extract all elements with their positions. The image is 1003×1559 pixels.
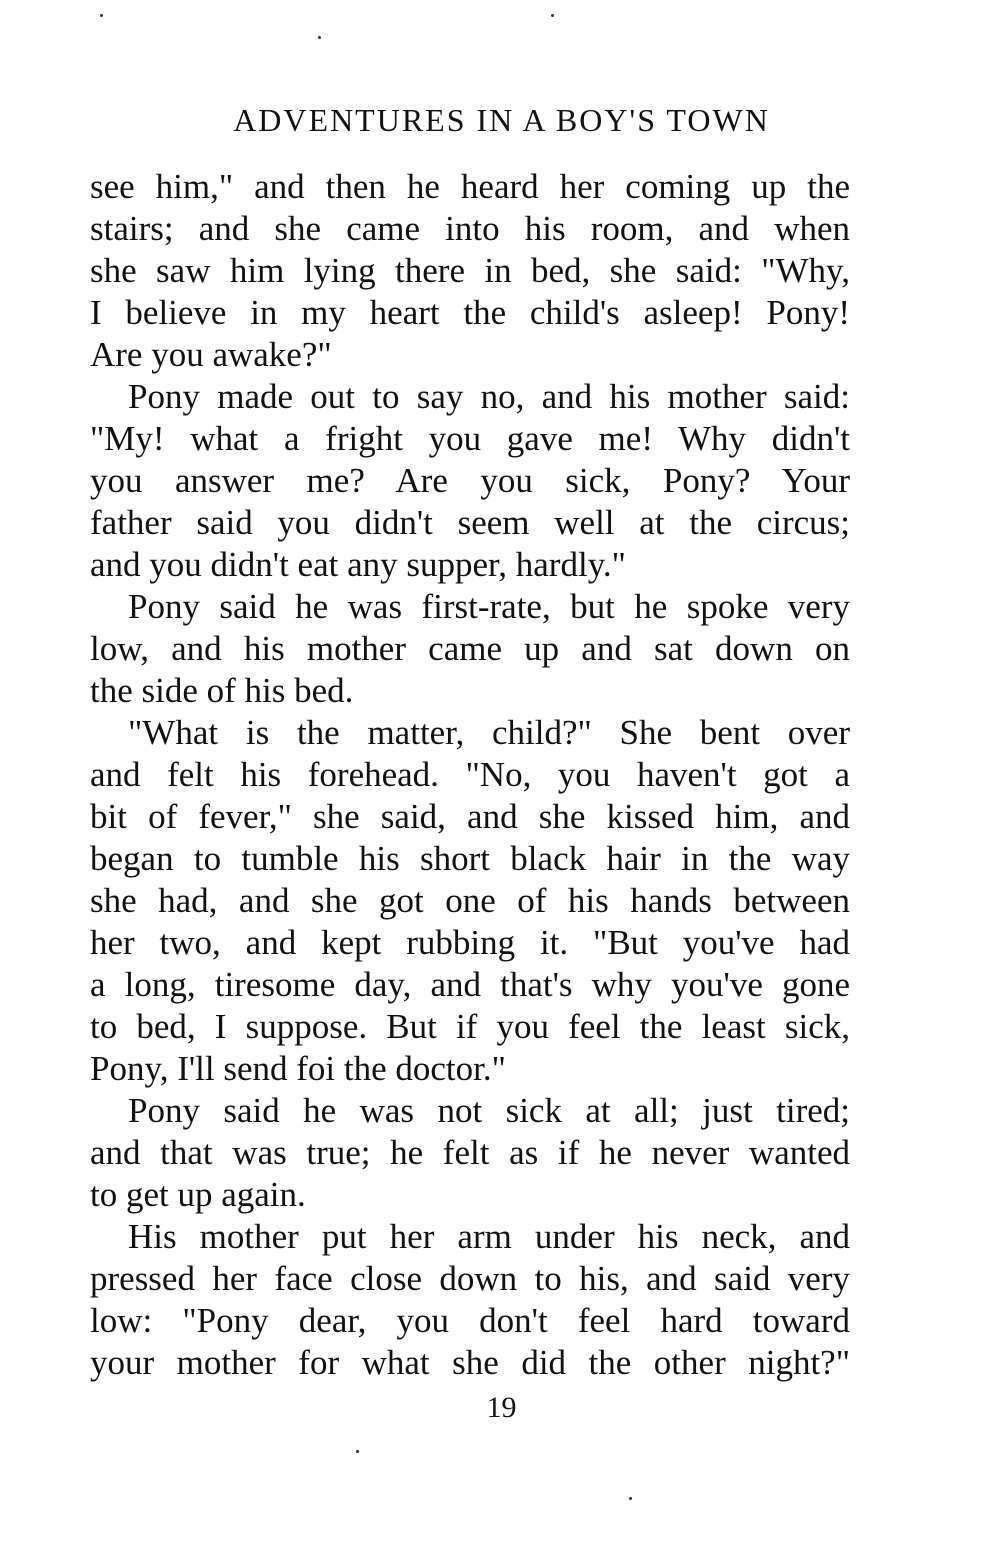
text-line: pressed her face close down to his, and said very [90,1259,850,1298]
text-line: Pony said he was first-rate, but he spoke very [128,587,850,626]
text-line: low: "Pony dear, you don't feel hard toward [90,1301,850,1340]
text-line: she saw him lying there in bed, she said: "Why, [90,251,850,290]
text-line: Pony, I'll send foi the doctor." [90,1049,506,1088]
text-line: to get up again. [90,1175,306,1214]
text-line: "My! what a fright you gave me! Why didn't [90,419,850,458]
print-speck [629,1497,632,1500]
print-speck [551,14,554,17]
text-line: stairs; and she came into his room, and when [90,209,850,248]
text-line: to bed, I suppose. But if you feel the least sick, [90,1007,850,1046]
text-line: she had, and she got one of his hands between [90,881,850,920]
running-head: ADVENTURES IN A BOY'S TOWN [233,102,770,138]
text-line: His mother put her arm under his neck, and [128,1217,850,1256]
text-line: your mother for what she did the other night?" [90,1343,850,1382]
text-line: the side of his bed. [90,671,354,710]
text-line: her two, and kept rubbing it. "But you've had [90,923,850,962]
print-speck [356,1450,359,1453]
text-line: a long, tiresome day, and that's why you've gone [90,965,850,1004]
text-line: low, and his mother came up and sat down on [90,629,850,668]
text-line: see him," and then he heard her coming up the [90,167,850,206]
print-speck [318,36,321,39]
text-line: Pony said he was not sick at all; just tired; [128,1091,850,1130]
text-line: began to tumble his short black hair in the way [90,839,850,878]
text-line: you answer me? Are you sick, Pony? Your [90,461,850,500]
text-line: and felt his forehead. "No, you haven't got a [90,755,850,794]
text-line: bit of fever," she said, and she kissed him, and [90,797,850,836]
body-text [90,166,850,1384]
page-number: 19 [486,1391,517,1424]
text-line: father said you didn't seem well at the circus; [90,503,850,542]
print-speck [100,14,103,17]
text-line: Are you awake?" [90,335,332,374]
text-line: and you didn't eat any supper, hardly." [90,545,626,584]
text-line: "What is the matter, child?" She bent over [128,713,850,752]
text-line: I believe in my heart the child's asleep! Pony! [90,293,850,332]
text-line: Pony made out to say no, and his mother said: [128,377,850,416]
text-line: and that was true; he felt as if he never wanted [90,1133,850,1172]
